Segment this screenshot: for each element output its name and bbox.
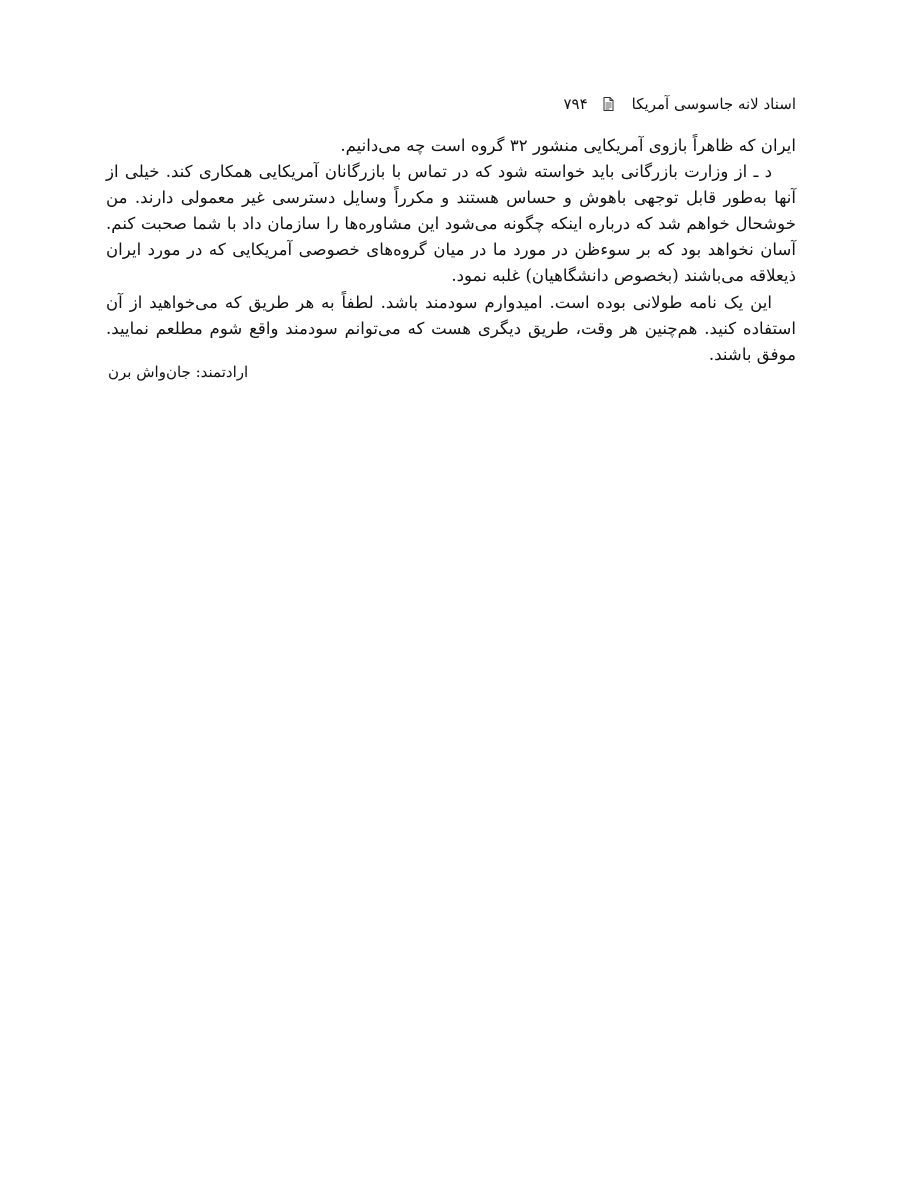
running-header-title: اسناد لانه جاسوسی آمریکا: [631, 95, 796, 113]
paragraph-closing: این یک نامه طولانی بوده است. امیدوارم سودمند باشد. لطفاً به هر طریق که می‌خواهید از آن استفاده کنید. هم‌چنین هر وقت، طریق دیگری هست که می‌توانم سودمند واقع شوم مطلعم نمایید. موفق باشند.: [106, 292, 796, 364]
running-header: [564, 94, 797, 114]
paragraph-commerce-ministry: د ـ از وزارت بازرگانی باید خواسته شود که در تماس با بازرگانان آمریکایی همکاری کند. خیلی از آنها به‌طور قابل توجهی باهوش و حساس هستند و مکرراً وسایل دسترسی غیر معمولی دارند. من خوشحال خواهم شد که درباره اینکه چگونه می‌شود این مشاوره‌ها را سازمان داد با شما صحبت کنم. آسان نخواهد بود که بر سوءظن در مورد ما در میان گروه‌های خصوصی آمریکایی که در مورد ایران ذیعلاقه می‌باشند (بخصوص دانشگاهیان) غلبه نمود.: [106, 162, 796, 286]
signature-line: ارادتمند: جان‌واش برن: [108, 363, 249, 381]
document-icon: [600, 96, 616, 112]
page-number: ۷۹۴: [563, 95, 588, 113]
letter-body: [106, 133, 796, 368]
paragraph-continuation: ایران که ظاهراً بازوی آمریکایی منشور ۳۲ گروه است چه می‌دانیم.: [340, 136, 796, 155]
